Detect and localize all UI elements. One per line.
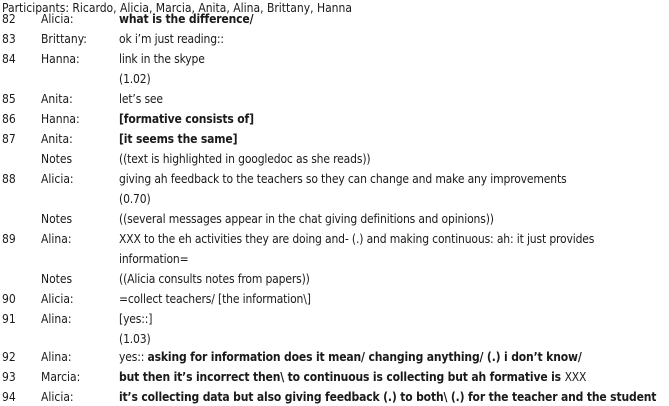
utterance-text: information= (119, 252, 189, 266)
transcript-line (0, 368, 669, 386)
transcript-line (0, 130, 669, 148)
transcript-line (0, 270, 669, 288)
transcript-line (0, 210, 669, 228)
utterance-segment: but then it’s incorrect then\ to continuous is collecting but ah formative is (119, 370, 565, 384)
line-number: 89 (2, 232, 16, 246)
utterance-text: =collect teachers/ [the information\] (119, 292, 311, 306)
utterance-segment: yes:: (119, 350, 148, 364)
transcript-line (0, 70, 669, 88)
transcript-line (0, 310, 669, 328)
utterance-text: ok i’m just reading:: (119, 32, 224, 46)
transcript-line (0, 150, 669, 168)
utterance-text: [yes::] (119, 312, 153, 326)
transcript-line (0, 110, 669, 128)
speaker-label: Alicia: (41, 390, 74, 404)
utterance-text: what is the difference/ (119, 12, 254, 26)
speaker-label: Alicia: (41, 292, 74, 306)
line-number: 92 (2, 350, 16, 364)
speaker-label: Hanna: (41, 112, 80, 126)
speaker-label: Brittany: (41, 32, 87, 46)
speaker-label: Marcia: (41, 370, 81, 384)
utterance-text: (0.70) (119, 192, 151, 206)
participants-header: Participants: Ricardo, Alicia, Marcia, Anita, Alina, Brittany, Hanna (2, 1, 352, 15)
line-number: 93 (2, 370, 16, 384)
transcript-line (0, 290, 669, 308)
speaker-label: Anita: (41, 92, 73, 106)
utterance-segment: asking for information does it mean/ changing anything/ (.) i don’t know/ (147, 350, 582, 364)
transcript-line (0, 348, 669, 366)
utterance-text: giving ah feedback to the teachers so they can change and make any improvements (119, 172, 567, 186)
utterance-text: ((several messages appear in the chat giving definitions and opinions)) (119, 212, 494, 226)
transcript-line (0, 388, 669, 406)
utterance-text: (1.02) (119, 72, 151, 86)
transcript-line (0, 230, 669, 248)
line-number: 85 (2, 92, 16, 106)
line-number: 94 (2, 390, 16, 404)
utterance-text: ((Alicia consults notes from papers)) (119, 272, 310, 286)
utterance-text: (1.03) (119, 332, 151, 346)
line-number: 91 (2, 312, 16, 326)
speaker-label: Notes (41, 212, 73, 226)
utterance-text: it’s collecting data but also giving feedback (.) to both\ (.) for the teacher and the student (119, 390, 657, 404)
utterance-text (119, 368, 586, 386)
transcript-line (0, 90, 669, 108)
line-number: 83 (2, 32, 16, 46)
line-number: 87 (2, 132, 16, 146)
utterance-segment: XXX (564, 370, 587, 384)
transcript-line (0, 30, 669, 48)
speaker-label: Hanna: (41, 52, 80, 66)
utterance-text: [formative consists of] (119, 112, 254, 126)
line-number: 90 (2, 292, 16, 306)
line-number: 86 (2, 112, 16, 126)
line-number: 82 (2, 12, 16, 26)
speaker-label: Alina: (41, 232, 72, 246)
utterance-text: ((text is highlighted in googledoc as she reads)) (119, 152, 371, 166)
speaker-label: Notes (41, 272, 73, 286)
speaker-label: Anita: (41, 132, 73, 146)
utterance-text: XXX to the eh activities they are doing and- (.) and making continuous: ah: it just provides (119, 232, 595, 246)
transcript-line (0, 330, 669, 348)
transcript-line (0, 250, 669, 268)
transcript-line (0, 190, 669, 208)
utterance-text: [it seems the same] (119, 132, 238, 146)
speaker-label: Notes (41, 152, 73, 166)
speaker-label: Alicia: (41, 12, 74, 26)
utterance-text (119, 348, 582, 366)
speaker-label: Alina: (41, 350, 72, 364)
speaker-label: Alicia: (41, 172, 74, 186)
speaker-label: Alina: (41, 312, 72, 326)
utterance-text: link in the skype (119, 52, 205, 66)
transcript-line (0, 50, 669, 68)
line-number: 84 (2, 52, 16, 66)
utterance-text: let’s see (119, 92, 163, 106)
transcript-line (0, 10, 669, 28)
transcript-line (0, 170, 669, 188)
line-number: 88 (2, 172, 16, 186)
